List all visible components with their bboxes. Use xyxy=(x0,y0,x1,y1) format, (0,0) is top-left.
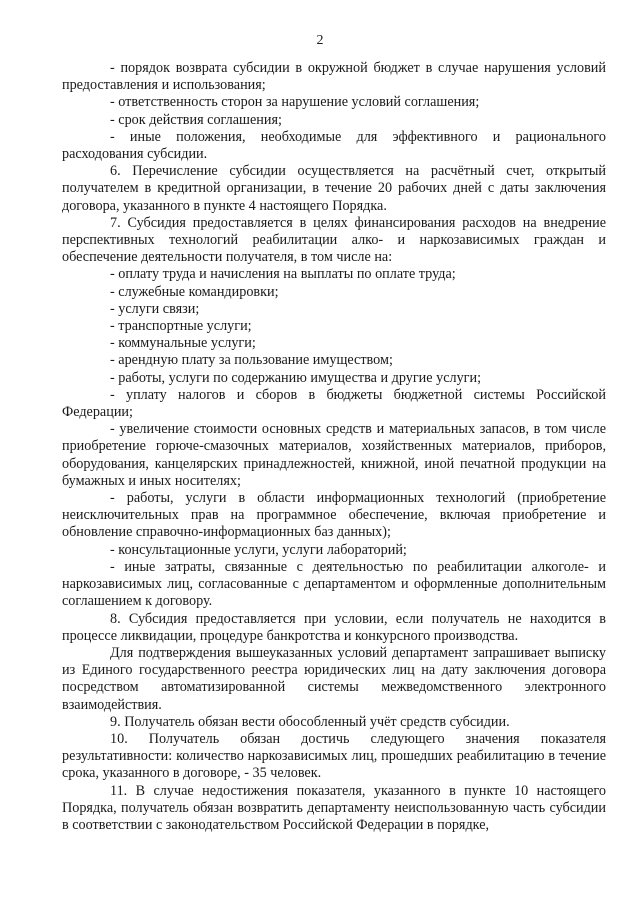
paragraph: - работы, услуги по содержанию имущества и другие услуги; xyxy=(110,369,482,386)
paragraph: - консультационные услуги, услуги лабораторий; xyxy=(110,541,407,558)
paragraph: - служебные командировки; xyxy=(110,283,279,300)
paragraph: - коммунальные услуги; xyxy=(110,335,256,352)
paragraph: 9. Получатель обязан вести обособленный учёт средств субсидии. xyxy=(110,713,510,730)
paragraph: - увеличение стоимости основных средств и материальных запасов, в том числе приобретение горюче-смазочных материалов, хозяйственных материалов, приборов, оборудования, канцелярских принадлежностей, книжной, иной печатной продукции на бумажных и иных носителях; xyxy=(62,421,606,489)
paragraph: - работы, услуги в области информационных технологий (приобретение неисключительных прав на программное обеспечение, включая приобретение и обновление справочно-информационных баз данных); xyxy=(62,490,606,541)
paragraph: - срок действия соглашения; xyxy=(110,111,282,128)
document-body xyxy=(62,60,606,834)
paragraph: 10. Получатель обязан достичь следующего значения показателя результативности: количество наркозависимых лиц, прошедших реабилитацию в течение срока, указанного в договоре, - 35 человек. xyxy=(62,730,606,782)
paragraph: 11. В случае недостижения показателя, указанного в пункте 10 настоящего Порядка, получатель обязан возвратить департаменту неиспользованную часть субсидии в соответствии с законодательством Российской Федерации в порядке, xyxy=(62,782,606,833)
paragraph: - ответственность сторон за нарушение условий соглашения; xyxy=(110,94,480,111)
page-number: 2 xyxy=(316,33,324,48)
paragraph: - уплату налогов и сборов в бюджеты бюджетной системы Российской Федерации; xyxy=(62,386,606,421)
paragraph: 6. Перечисление субсидии осуществляется на расчётный счет, открытый получателем в кредитной организации, в течение 20 рабочих дней с даты заключения договора, указанного в пункте 4 настоящего Порядка. xyxy=(62,163,606,214)
paragraph: - услуги связи; xyxy=(110,300,200,317)
paragraph: Для подтверждения вышеуказанных условий департамент запрашивает выписку из Единого государственного реестра юридических лиц на дату заключения договора посредством автоматизированной системы межведомственного электронного взаимодействия. xyxy=(62,644,606,713)
paragraph: - иные положения, необходимые для эффективного и рационального расходования субсидии. xyxy=(62,128,606,163)
paragraph: - оплату труда и начисления на выплаты по оплате труда; xyxy=(110,266,456,283)
paragraph: 8. Субсидия предоставляется при условии, если получатель не находится в процессе ликвидации, процедуре банкротства и конкурсного производства. xyxy=(62,610,606,644)
paragraph: - порядок возврата субсидии в окружной бюджет в случае нарушения условий предоставления и использования; xyxy=(62,60,606,94)
paragraph: 7. Субсидия предоставляется в целях финансирования расходов на внедрение перспективных технологий реабилитации алко- и наркозависимых граждан и обеспечение деятельности получателя, в том числе на: xyxy=(62,214,606,266)
paragraph: - транспортные услуги; xyxy=(110,318,252,335)
paragraph: - иные затраты, связанные с деятельностью по реабилитации алкоголе- и наркозависимых лиц, согласованные с департаментом и оформленные дополнительным соглашением к договору. xyxy=(62,558,606,610)
paragraph: - арендную плату за пользование имуществом; xyxy=(110,352,393,369)
